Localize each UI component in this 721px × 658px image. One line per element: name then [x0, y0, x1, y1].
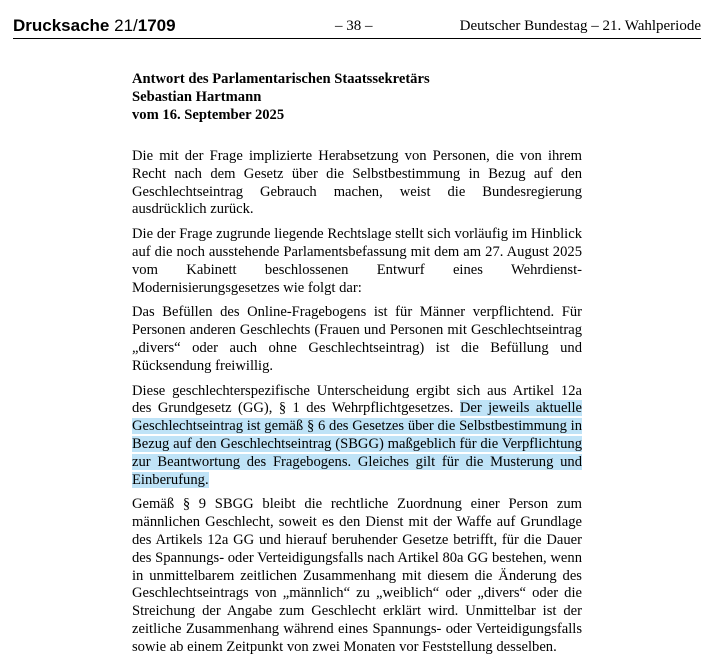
paragraph-4 [132, 383, 582, 490]
paragraph-1: Die mit der Frage implizierte Herabsetzung von Personen, die von ihrem Recht nach dem Gesetz über die Selbstbestimmung in Bezug auf den Geschlechtseintrag Gebrauch machen, weist die Bundesregierung ausdrücklich zurück. [132, 148, 582, 218]
answer-body [132, 70, 582, 657]
document-number [13, 16, 176, 36]
page-header [13, 14, 701, 39]
doc-type: Drucksache [13, 16, 110, 35]
doc-number: 1709 [137, 16, 176, 35]
page-number: – 38 – [335, 18, 373, 34]
paragraph-3: Das Befüllen des Online-Fragebogens ist für Männer verpflichtend. Für Personen anderen Geschlechts (Frauen und Personen mit Geschlechtseintrag „divers“ oder auch ohne Geschlechtseintrag) ist die Befüllung und Rücksendung freiwillig. [132, 304, 582, 374]
parliament-period: Deutscher Bundestag – 21. Wahlperiode [459, 18, 701, 34]
answer-heading [132, 70, 582, 124]
paragraph-4-text: Diese geschlechterspezifische Unterscheidung ergibt sich aus Artikel 12a des Grundgesetz (GG), § 1 des Wehrpflichtgesetzes. [132, 382, 582, 417]
paragraph-2: Die der Frage zugrunde liegende Rechtslage stellt sich vorläufig im Hinblick auf die noch ausstehende Parlamentsbefassung mit dem am 27. August 2025 vom Kabinett beschlossenen Entwurf eines Wehrdienst-Modernisierungsgesetzes wie folgt dar: [132, 226, 582, 296]
doc-number-prefix: 21/ [114, 16, 138, 35]
answer-heading-title: Antwort des Parlamentarischen Staatssekretärs [132, 71, 430, 87]
highlighted-text-selection[interactable]: Der jeweils aktuelle Geschlechtseintrag ist gemäß § 6 des Gesetzes über die Selbstbestimmung in Bezug auf den Geschlechtseintrag (SBGG) maßgeblich für die Verpflichtung zur Beantwortung des Fragebogens. Gleiches gilt für die Musterung und Einberufung. [132, 400, 583, 488]
answer-heading-date: vom 16. September 2025 [132, 107, 285, 123]
paragraph-5: Gemäß § 9 SBGG bleibt die rechtliche Zuordnung einer Person zum männlichen Geschlecht, soweit es den Dienst mit der Waffe auf Grundlage des Artikels 12a GG und hierauf beruhender Gesetze betrifft, für die Dauer des Spannungs- oder Verteidigungsfalls nach Artikel 80a GG bestehen, wenn in unmittelbarem zeitlichen Zusammenhang mit diesem die Änderung des Geschlechtseintrags von „männlich“ zu „weiblich“ oder „divers“ oder die Streichung der Angabe zum Geschlecht erklärt wird. Unmittelbar ist der zeitliche Zusammenhang während eines Spannungs- oder Verteidigungsfalls sowie ab einem Zeitpunkt von zwei Monaten vor Feststellung desselben. [132, 496, 582, 655]
answer-heading-name: Sebastian Hartmann [132, 89, 262, 105]
